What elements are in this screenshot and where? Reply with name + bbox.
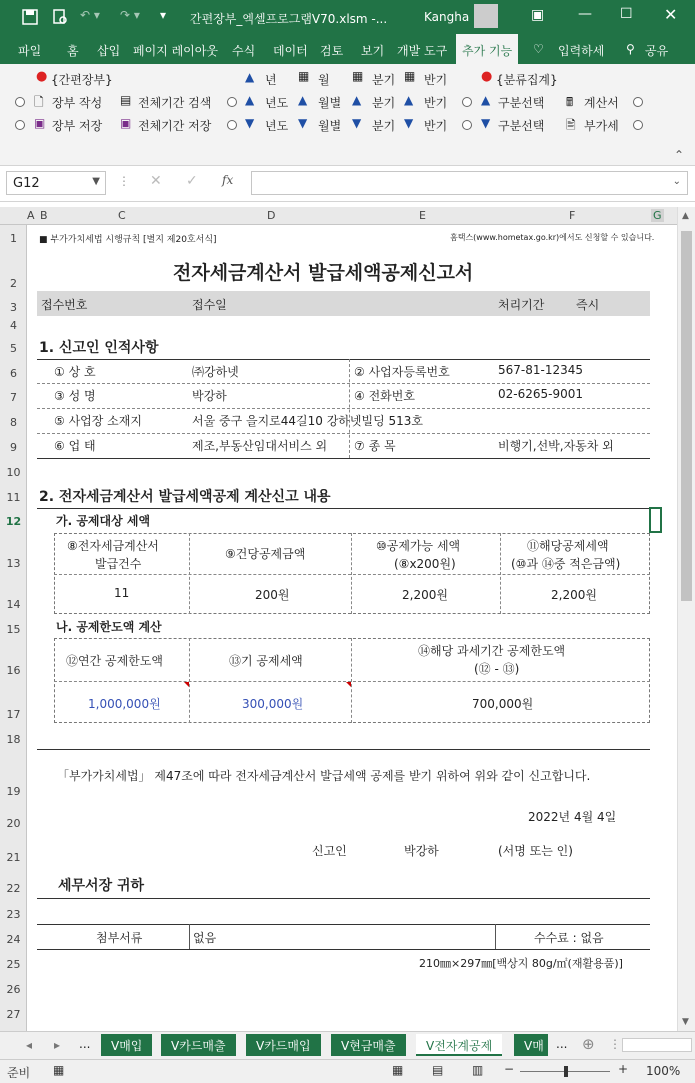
divider xyxy=(54,681,650,682)
column-header[interactable]: A xyxy=(27,209,35,222)
radio-category-up[interactable] xyxy=(462,97,472,107)
scroll-up-icon[interactable]: ▲ xyxy=(682,211,689,221)
header-period-limit: ⑭해당 과세기간 공제한도액 xyxy=(418,644,566,658)
signature-label: (서명 또는 인) xyxy=(498,844,573,858)
period-label: 처리기간 xyxy=(498,298,545,312)
share-button[interactable]: 공유 xyxy=(645,44,669,58)
tab-page-layout[interactable]: 페이지 레이아웃 xyxy=(133,44,218,58)
divider xyxy=(189,924,190,949)
ribbon-options-icon[interactable]: ▣ xyxy=(531,7,545,23)
close-icon[interactable]: ✕ xyxy=(664,5,678,24)
divider xyxy=(37,508,650,509)
save-icon: ▣ xyxy=(120,116,132,130)
down-arrow-icon: ▼ xyxy=(481,116,491,130)
row-header[interactable]: 19 xyxy=(6,785,21,798)
more-icon: ⋮ xyxy=(609,1037,621,1051)
minimize-icon[interactable]: — xyxy=(578,6,592,22)
down-arrow-icon: ▼ xyxy=(298,116,308,130)
more-sheets-icon[interactable]: ... xyxy=(79,1037,91,1051)
sheet-tab[interactable]: V카드매출 xyxy=(161,1034,236,1056)
chevron-down-icon[interactable]: ▼ xyxy=(92,176,100,187)
header-unit-deduction: ⑨건당공제금액 xyxy=(225,547,306,561)
half-down-button[interactable]: 반기 xyxy=(424,119,448,133)
header-possible-tax-sub: (⑧x200원) xyxy=(394,557,456,571)
row-header[interactable]: 25 xyxy=(6,958,21,971)
horizontal-scrollbar[interactable] xyxy=(622,1038,692,1052)
sheet-tab[interactable]: V매 xyxy=(514,1034,548,1056)
applicant-name[interactable]: 박강하 xyxy=(404,844,439,858)
radio-ledger-write[interactable] xyxy=(15,97,25,107)
month-down-button[interactable]: 월별 xyxy=(318,119,342,133)
more-icon: ⋮ xyxy=(118,174,130,188)
row-header[interactable]: 4 xyxy=(10,319,17,332)
down-arrow-icon: ▼ xyxy=(404,116,414,130)
tax-office-label: 세무서장 귀하 xyxy=(58,878,145,894)
zoom-out-icon[interactable]: − xyxy=(504,1062,515,1076)
label-representative: ③ 성 명 xyxy=(54,389,96,403)
row-header[interactable]: 27 xyxy=(6,1008,21,1021)
status-bar xyxy=(0,1059,695,1083)
divider xyxy=(189,638,190,723)
user-name: Kangha xyxy=(424,10,470,24)
page-layout-icon[interactable]: ▤ xyxy=(432,1063,444,1077)
next-sheet-icon[interactable]: ▸ xyxy=(54,1038,61,1052)
applicant-label: 신고인 xyxy=(312,844,347,858)
section-1-title: 1. 신고인 인적사항 xyxy=(39,340,159,356)
up-arrow-icon: ▲ xyxy=(245,93,255,107)
row-header[interactable]: 23 xyxy=(6,908,21,921)
radio-year-down[interactable] xyxy=(227,120,237,130)
sheet-tab[interactable]: V카드매입 xyxy=(246,1034,321,1056)
value-business-type[interactable]: 제조,부동산임대서비스 외 xyxy=(192,439,328,453)
radio-invoice[interactable] xyxy=(633,97,643,107)
save-icon[interactable] xyxy=(22,9,38,25)
save-icon: ▣ xyxy=(34,116,46,130)
tab-developer[interactable]: 개발 도구 xyxy=(397,44,448,58)
month-header: 월 xyxy=(318,73,330,87)
receipt-band xyxy=(37,291,650,316)
value-representative[interactable]: 박강하 xyxy=(192,389,227,403)
row-header[interactable]: 17 xyxy=(6,708,21,721)
tab-view[interactable]: 보기 xyxy=(361,44,385,58)
row-header[interactable]: 24 xyxy=(6,933,21,946)
up-arrow-icon: ▲ xyxy=(245,70,255,84)
full-period-search-button[interactable]: 전체기간 검색 xyxy=(138,96,212,110)
table-icon: ▤ xyxy=(120,93,132,107)
group-title-ledger: {간편장부} xyxy=(51,73,113,87)
row-header[interactable]: 15 xyxy=(6,623,21,636)
formula-input[interactable] xyxy=(251,171,688,195)
lightbulb-icon: ● xyxy=(481,69,493,84)
grid-icon: ▦ xyxy=(352,69,364,83)
column-header-selected[interactable]: G xyxy=(653,209,662,222)
category-down-button[interactable]: 구분선택 xyxy=(498,119,545,133)
divider xyxy=(37,898,650,899)
name-box[interactable] xyxy=(6,171,106,195)
row-header-selected[interactable]: 12 xyxy=(5,515,22,528)
share-icon[interactable]: ⚲ xyxy=(626,42,635,56)
divider xyxy=(37,408,650,409)
comment-indicator[interactable] xyxy=(346,682,351,687)
grid-icon: ▦ xyxy=(404,69,416,83)
worksheet[interactable] xyxy=(27,225,677,1031)
full-period-save-button[interactable]: 전체기간 저장 xyxy=(138,119,212,133)
divider xyxy=(500,533,501,614)
header-applicable-tax: ⑪해당공제세액 xyxy=(527,539,609,553)
column-header[interactable]: C xyxy=(118,209,126,222)
row-header[interactable]: 2 xyxy=(10,277,17,290)
vertical-scrollbar[interactable] xyxy=(677,207,695,1031)
month-up-button[interactable]: 월별 xyxy=(318,96,342,110)
row-header[interactable]: 1 xyxy=(10,232,17,245)
receipt-date-label: 접수일 xyxy=(192,298,227,312)
down-arrow-icon: ▼ xyxy=(245,116,255,130)
value-company-name[interactable]: ㈜강하넷 xyxy=(192,365,239,379)
value-unit-deduction[interactable]: 200원 xyxy=(255,588,290,602)
header-possible-tax: ⑩공제가능 세액 xyxy=(376,539,461,553)
half-header: 반기 xyxy=(424,73,448,87)
year-down-button[interactable]: 년도 xyxy=(265,119,289,133)
quarter-down-button[interactable]: 분기 xyxy=(372,119,396,133)
row-header[interactable]: 20 xyxy=(6,817,21,830)
undo-icon[interactable]: ↶ ▾ xyxy=(80,8,100,22)
attachments-value[interactable]: 없음 xyxy=(193,931,217,945)
zoom-in-icon[interactable]: + xyxy=(618,1062,629,1076)
value-business-item[interactable]: 비행기,선박,자동차 외 xyxy=(498,439,614,453)
normal-view-icon[interactable]: ▦ xyxy=(392,1063,404,1077)
row-header[interactable]: 16 xyxy=(6,664,21,677)
divider xyxy=(37,433,650,434)
paper-spec: 210㎜×297㎜[백상지 80g/㎡(재활용품)] xyxy=(419,957,623,970)
chevron-down-icon[interactable]: ⌄ xyxy=(672,176,681,187)
row-header[interactable]: 8 xyxy=(10,416,17,429)
tab-add-ins[interactable]: 추가 기능 xyxy=(456,34,518,64)
radio-year-up[interactable] xyxy=(227,97,237,107)
radio-vat[interactable] xyxy=(633,120,643,130)
row-header[interactable]: 22 xyxy=(6,882,21,895)
row-header[interactable]: 6 xyxy=(10,367,17,380)
label-company-name: ① 상 호 xyxy=(54,365,96,379)
row-header[interactable]: 5 xyxy=(10,342,17,355)
divider xyxy=(349,359,350,458)
add-sheet-icon[interactable]: ⊕ xyxy=(582,1035,595,1053)
radio-category-down[interactable] xyxy=(462,120,472,130)
sheet-tab[interactable]: V현금매출 xyxy=(331,1034,406,1056)
row-header[interactable]: 3 xyxy=(10,301,17,314)
divider xyxy=(37,359,650,360)
ledger-write-button[interactable]: 장부 작성 xyxy=(52,96,103,110)
tab-formulas[interactable]: 수식 xyxy=(232,44,256,58)
window-title: 간편장부_엑셀프로그램V70.xlsm -... xyxy=(190,12,388,26)
title-bar xyxy=(0,0,695,34)
invoice-button[interactable]: 계산서 xyxy=(584,96,619,110)
more-sheets-icon[interactable]: ... xyxy=(556,1037,568,1051)
collapse-ribbon-icon[interactable]: ⌃ xyxy=(674,148,685,162)
value-applicable-tax[interactable]: 2,200원 xyxy=(551,588,597,602)
form-title: 전자세금계산서 발급세액공제신고서 xyxy=(173,262,474,284)
tab-home[interactable]: 홈 xyxy=(67,44,79,58)
ribbon-tabs xyxy=(0,34,695,64)
grid-icon: ▦ xyxy=(298,69,310,83)
quarter-up-button[interactable]: 분기 xyxy=(372,96,396,110)
label-biz-reg-no: ② 사업자등록번호 xyxy=(354,365,450,379)
value-possible-tax[interactable]: 2,200원 xyxy=(402,588,448,602)
divider xyxy=(37,924,650,925)
name-box-value: G12 xyxy=(13,176,40,191)
selected-cell-g12[interactable] xyxy=(649,507,662,533)
qat-menu-icon[interactable]: ▾ xyxy=(160,8,167,22)
row-header[interactable]: 18 xyxy=(6,733,21,746)
label-address: ⑤ 사업장 소재지 xyxy=(54,414,142,428)
sheet-tab[interactable]: V매입 xyxy=(101,1034,152,1056)
receipt-no-label: 접수번호 xyxy=(41,298,88,312)
header-period-limit-sub: (⑫ - ⑬) xyxy=(474,662,520,676)
declaration-date: 2022년 4월 4일 xyxy=(528,810,617,824)
divider xyxy=(189,533,190,614)
header-invoice-count-sub: 발급건수 xyxy=(95,557,142,571)
header-invoice-count: ⑧전자세금계산서 xyxy=(67,539,159,553)
column-header[interactable]: B xyxy=(40,209,48,222)
section-2-title: 2. 전자세금계산서 발급세액공제 계산신고 내용 xyxy=(39,489,331,505)
label-business-type: ⑥ 업 태 xyxy=(54,439,96,453)
vat-icon: 🖹 xyxy=(566,118,576,132)
doc-icon: 🗋 xyxy=(34,95,44,109)
row-header[interactable]: 13 xyxy=(6,557,21,570)
divider xyxy=(37,949,650,950)
scroll-thumb[interactable] xyxy=(681,231,692,601)
column-header[interactable]: D xyxy=(267,209,276,222)
ribbon xyxy=(0,64,695,166)
declaration-text: 「부가가치세법」 제47조에 따라 전자세금계산서 발급세액 공제를 받기 위하여 위와 같이 신고합니다. xyxy=(57,769,591,783)
tab-file[interactable]: 파일 xyxy=(18,44,42,58)
cancel-icon[interactable]: ✕ xyxy=(150,173,162,189)
calculator-icon: 🖩 xyxy=(566,95,574,109)
quarter-header: 분기 xyxy=(372,73,396,87)
zoom-handle[interactable] xyxy=(564,1066,568,1077)
divider xyxy=(351,533,352,614)
row-header[interactable]: 26 xyxy=(6,983,21,996)
ledger-save-button[interactable]: 장부 저장 xyxy=(52,119,103,133)
row-headers xyxy=(0,225,27,1031)
year-up-button[interactable]: 년도 xyxy=(265,96,289,110)
label-phone: ④ 전화번호 xyxy=(354,389,415,403)
maximize-icon[interactable]: ☐ xyxy=(620,6,633,22)
row-header[interactable]: 7 xyxy=(10,391,17,404)
attachments-label: 첨부서류 xyxy=(96,931,143,945)
header-prior-deduction: ⑬기 공제세액 xyxy=(229,654,303,668)
hometax-note: 홈택스(www.hometax.go.kr)에서도 신청할 수 있습니다. xyxy=(450,233,655,242)
divider xyxy=(37,749,650,750)
divider xyxy=(495,924,496,949)
value-phone[interactable]: 02-6265-9001 xyxy=(498,387,584,401)
print-preview-icon[interactable] xyxy=(52,9,68,25)
tab-review[interactable]: 검토 xyxy=(320,44,344,58)
vat-button[interactable]: 부가세 xyxy=(584,119,619,133)
up-arrow-icon: ▲ xyxy=(404,93,414,107)
value-invoice-count[interactable]: 11 xyxy=(114,586,130,600)
up-arrow-icon: ▲ xyxy=(481,93,491,107)
fee-label: 수수료 : 없음 xyxy=(534,931,604,945)
tab-data[interactable]: 데이터 xyxy=(273,44,308,58)
value-biz-reg-no[interactable]: 567-81-12345 xyxy=(498,363,584,377)
value-period-limit[interactable]: 700,000원 xyxy=(472,697,534,711)
half-up-button[interactable]: 반기 xyxy=(424,96,448,110)
header-annual-limit: ⑫연간 공제한도액 xyxy=(66,654,163,668)
period-value: 즉시 xyxy=(576,298,600,312)
value-prior-deduction[interactable]: 300,000원 xyxy=(242,697,304,711)
tab-insert[interactable]: 삽입 xyxy=(97,44,121,58)
status-ready: 준비 xyxy=(7,1066,31,1080)
function-icon[interactable]: fx xyxy=(222,173,234,187)
scroll-down-icon[interactable]: ▼ xyxy=(682,1017,689,1027)
header-applicable-tax-sub: (⑩과 ⑭중 적은금액) xyxy=(511,557,621,571)
down-arrow-icon: ▼ xyxy=(352,116,362,130)
column-headers xyxy=(0,207,695,225)
sheet-tab-active[interactable]: V전자계공제 xyxy=(416,1034,502,1056)
subsection-b-title: 나. 공제한도액 계산 xyxy=(56,620,162,634)
sheet-tab-bar xyxy=(0,1031,695,1059)
page-break-icon[interactable]: ▥ xyxy=(472,1063,484,1077)
year-header: 년 xyxy=(265,73,277,87)
up-arrow-icon: ▲ xyxy=(352,93,362,107)
group-title-category: {분류집계} xyxy=(496,73,558,87)
law-reference: ■ 부가가치세법 시행규칙 [별지 제20호서식] xyxy=(39,235,217,245)
divider xyxy=(54,574,650,575)
macro-record-icon[interactable]: ▦ xyxy=(53,1063,65,1077)
row-header[interactable]: 11 xyxy=(6,491,21,504)
column-header[interactable]: F xyxy=(569,209,576,222)
tell-me-input[interactable]: 입력하세 xyxy=(558,44,605,58)
divider xyxy=(37,383,650,384)
row-header[interactable]: 9 xyxy=(10,441,17,454)
redo-icon[interactable]: ↷ ▾ xyxy=(120,8,140,22)
radio-ledger-save[interactable] xyxy=(15,120,25,130)
divider xyxy=(37,458,650,459)
divider xyxy=(351,638,352,723)
subsection-a-title: 가. 공제대상 세액 xyxy=(56,514,151,528)
value-address[interactable]: 서울 중구 을지로44길10 강하넷빌딩 513호 xyxy=(192,414,423,428)
zoom-level[interactable]: 100% xyxy=(646,1064,681,1078)
category-up-button[interactable]: 구분선택 xyxy=(498,96,545,110)
label-business-item: ⑦ 종 목 xyxy=(354,439,396,453)
row-header[interactable]: 21 xyxy=(6,851,21,864)
prev-sheet-icon[interactable]: ◂ xyxy=(26,1038,33,1052)
row-header[interactable]: 14 xyxy=(6,598,21,611)
column-header[interactable]: E xyxy=(419,209,426,222)
comment-indicator[interactable] xyxy=(184,682,189,687)
lightbulb-icon: ● xyxy=(36,69,48,84)
avatar[interactable] xyxy=(474,4,498,28)
up-arrow-icon: ▲ xyxy=(298,93,308,107)
row-header[interactable]: 10 xyxy=(6,466,21,479)
lightbulb-icon: ♡ xyxy=(533,42,544,56)
enter-icon[interactable]: ✓ xyxy=(186,173,198,189)
value-annual-limit[interactable]: 1,000,000원 xyxy=(88,697,161,711)
